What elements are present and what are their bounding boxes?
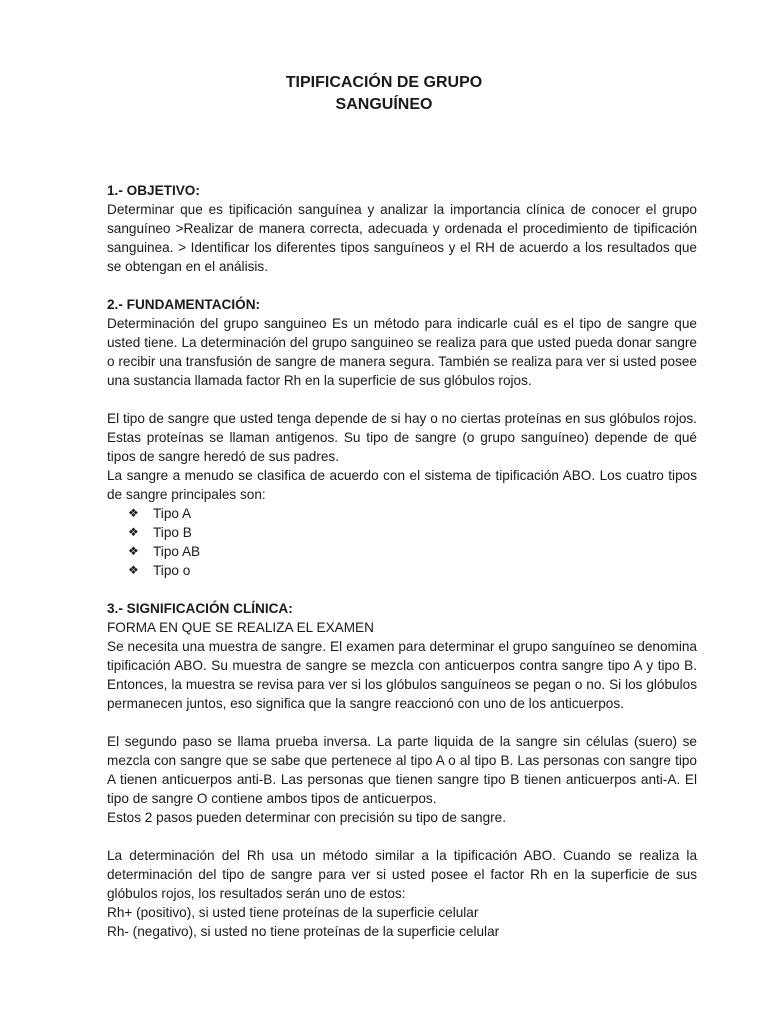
significacion-paragraph-1: Se necesita una muestra de sangre. El examen para determinar el grupo sanguíneo se denomina tipificación ABO. Su muestra de sangre se mezcla con anticuerpos contra sangre tipo A y tipo B. Entonces, la muestra se revisa para ver si los glóbulos sanguíneos se pegan o no. Si los glóbulos permanecen juntos, eso significa que la sangre reaccionó con uno de los anticuerpos. [107,639,697,711]
list-item-label: Tipo o [153,563,191,578]
diamond-bullet-icon: ❖ [128,506,139,520]
document-body [107,181,697,941]
title-line-2: SANGUÍNEO [335,96,433,113]
diamond-bullet-icon: ❖ [128,525,139,539]
section-heading-significacion: 3.- SIGNIFICACIÓN CLÍNICA: [107,601,293,616]
significacion-paragraph-4: La determinación del Rh usa un método similar a la tipificación ABO. Cuando se realiza la determinación del tipo de sangre para ver si usted posee el factor Rh en la superficie de sus glóbulos rojos, los resultados serán uno de estos: [107,848,697,901]
list-item-label: Tipo B [153,525,192,540]
rh-negative-line: Rh- (negativo), si usted no tiene proteínas de la superficie celular [107,924,500,939]
significacion-subheading: FORMA EN QUE SE REALIZA EL EXAMEN [107,620,374,635]
rh-positive-line: Rh+ (positivo), si usted tiene proteínas de la superficie celular [107,905,479,920]
blood-type-list [107,504,697,580]
document-title [0,72,768,116]
diamond-bullet-icon: ❖ [128,544,139,558]
fundamentacion-paragraph-1: Determinación del grupo sanguineo Es un método para indicarle cuál es el tipo de sangre que usted tiene. La determinación del grupo sanguineo se realiza para que usted pueda donar sangre o recibir una transfusión de sangre de manera segura. También se realiza para ver si usted posee una sustancia llamada factor Rh en la superficie de sus glóbulos rojos. [107,316,697,388]
fundamentacion-paragraph-3: La sangre a menudo se clasifica de acuerdo con el sistema de tipificación ABO. Los cuatro tipos de sangre principales son: [107,468,697,502]
list-item [128,504,697,523]
list-item-label: Tipo A [153,506,192,521]
diamond-bullet-icon: ❖ [128,563,139,577]
section-heading-objetivo: 1.- OBJETIVO: [107,183,200,198]
fundamentacion-paragraph-2: El tipo de sangre que usted tenga depende de si hay o no ciertas proteínas en sus glóbulos rojos. Estas proteínas se llaman antigenos. Su tipo de sangre (o grupo sanguíneo) depende de qué tipos de sangre heredó de sus padres. [107,411,697,464]
section-heading-fundamentacion: 2.- FUNDAMENTACIÓN: [107,297,261,312]
significacion-paragraph-2: El segundo paso se llama prueba inversa. La parte liquida de la sangre sin células (suero) se mezcla con sangre que se sabe que pertenece al tipo A o al tipo B. Las personas con sangre tipo A tienen anticuerpos anti-B. Las personas que tienen sangre tipo B tienen anticuerpos anti-A. El tipo de sangre O contiene ambos tipos de anticuerpos. [107,734,697,806]
list-item [128,542,697,561]
list-item-label: Tipo AB [153,544,201,559]
list-item [128,561,697,580]
objetivo-text: Determinar que es tipificación sanguínea y analizar la importancia clínica de conocer el grupo sanguíneo >Realizar de manera correcta, adecuada y ordenada el procedimiento de tipificación sanguinea. > Identificar los diferentes tipos sanguíneos y el RH de acuerdo a los resultados que se obtengan en el análisis. [107,202,697,274]
title-line-1: TIPIFICACIÓN DE GRUPO [285,74,483,91]
significacion-paragraph-3: Estos 2 pasos pueden determinar con precisión su tipo de sangre. [107,810,506,825]
list-item [128,523,697,542]
